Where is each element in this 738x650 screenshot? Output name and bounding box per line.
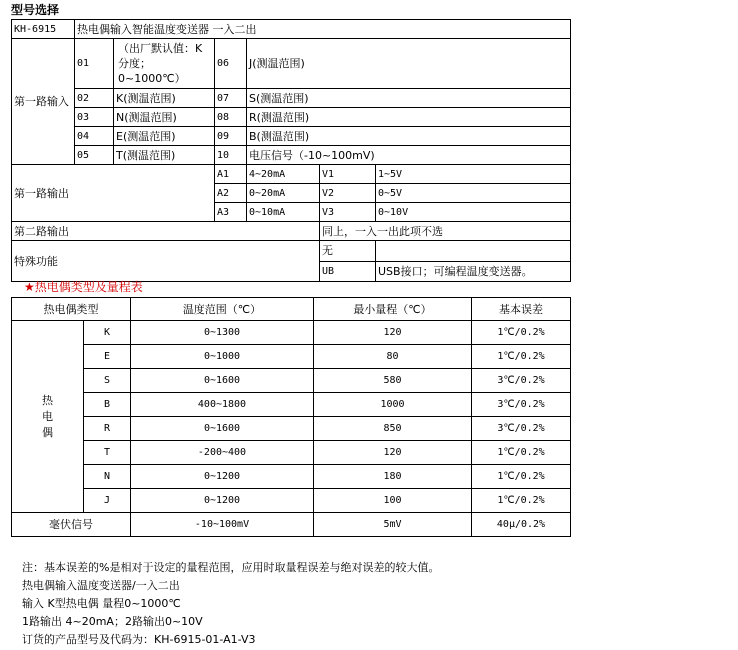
model-code: KH-6915: [12, 20, 75, 39]
tc-error: 3℃/0.2%: [472, 393, 571, 417]
table-row: [12, 513, 571, 537]
output-code: A1: [215, 165, 247, 184]
tc-error: 1℃/0.2%: [472, 465, 571, 489]
input-desc: K(测温范围): [114, 89, 215, 108]
output-desc: 0~5V: [376, 184, 571, 203]
input-desc: 电压信号（-10~100mV): [247, 146, 571, 165]
thermocouple-table-heading: ★热电偶类型及量程表: [24, 280, 143, 294]
input-desc: T(测温范围): [114, 146, 215, 165]
tc-type: R: [84, 417, 131, 441]
table-row: [12, 127, 571, 146]
thermocouple-group-label: 热 电 偶: [12, 321, 84, 513]
output-desc: 0~10mA: [247, 203, 320, 222]
input-code: 02: [75, 89, 114, 108]
tc-error: 1℃/0.2%: [472, 489, 571, 513]
input-code: 10: [215, 146, 247, 165]
output-desc: 4~20mA: [247, 165, 320, 184]
input-code: 01: [75, 39, 114, 89]
table-row: [12, 165, 571, 184]
table-header-row: [12, 298, 571, 321]
output-desc: 1~5V: [376, 165, 571, 184]
table-row: [12, 369, 571, 393]
header-error: 基本误差: [472, 298, 571, 321]
output-code: V2: [320, 184, 376, 203]
mv-error: 40μ/0.2%: [472, 513, 571, 537]
tc-range: 0~1200: [131, 465, 314, 489]
tc-type: K: [84, 321, 131, 345]
tc-type: B: [84, 393, 131, 417]
table-row: [12, 345, 571, 369]
note-line: 注：基本误差的%是相对于设定的量程范围，应用时取量程误差与绝对误差的较大值。: [22, 561, 440, 574]
input-code: 08: [215, 108, 247, 127]
tc-type: N: [84, 465, 131, 489]
input-code: 05: [75, 146, 114, 165]
tc-error: 3℃/0.2%: [472, 417, 571, 441]
output1-label: 第一路输出: [12, 165, 215, 222]
tc-min-span: 80: [314, 345, 472, 369]
tc-error: 3℃/0.2%: [472, 369, 571, 393]
input-desc: E(测温范围): [114, 127, 215, 146]
output-code: V3: [320, 203, 376, 222]
table-row: [12, 146, 571, 165]
model-selection-table: [11, 19, 571, 282]
tc-error: 1℃/0.2%: [472, 321, 571, 345]
input-desc: R(测温范围): [247, 108, 571, 127]
table-row: [12, 89, 571, 108]
mv-type: 毫伏信号: [12, 513, 131, 537]
table-row: [12, 489, 571, 513]
mv-min-span: 5mV: [314, 513, 472, 537]
tc-range: 0~1000: [131, 345, 314, 369]
special-label: 特殊功能: [12, 241, 320, 282]
special-desc: USB接口；可编程温度变送器。: [376, 261, 571, 282]
output-code: A3: [215, 203, 247, 222]
tc-min-span: 120: [314, 321, 472, 345]
header-type: 热电偶类型: [12, 298, 131, 321]
page-title: 型号选择: [11, 3, 60, 17]
tc-type: S: [84, 369, 131, 393]
note-line: 1路输出 4~20mA；2路输出0~10V: [22, 615, 203, 628]
header-min-span: 最小量程（℃）: [314, 298, 472, 321]
note-line: 输入 K型热电偶 量程0~1000℃: [22, 597, 181, 610]
tc-range: 400~1800: [131, 393, 314, 417]
tc-range: 0~1200: [131, 489, 314, 513]
input-code: 09: [215, 127, 247, 146]
input1-label: 第一路输入: [12, 39, 75, 165]
tc-error: 1℃/0.2%: [472, 345, 571, 369]
table-row: [12, 465, 571, 489]
input-code: 07: [215, 89, 247, 108]
thermocouple-range-table: [11, 297, 571, 537]
special-code: UB: [320, 261, 376, 282]
tc-type: E: [84, 345, 131, 369]
tc-min-span: 580: [314, 369, 472, 393]
table-row: [12, 393, 571, 417]
table-row: [12, 39, 571, 89]
input-desc: N(测温范围): [114, 108, 215, 127]
tc-min-span: 180: [314, 465, 472, 489]
input-code: 03: [75, 108, 114, 127]
notes-block: [22, 559, 439, 649]
table-row: [12, 417, 571, 441]
tc-min-span: 850: [314, 417, 472, 441]
tc-range: 0~1600: [131, 369, 314, 393]
input-desc: S(测温范围): [247, 89, 571, 108]
tc-min-span: 100: [314, 489, 472, 513]
product-description: 热电偶输入智能温度变送器 一入二出: [75, 20, 571, 39]
tc-range: 0~1600: [131, 417, 314, 441]
table-row: [12, 222, 571, 241]
note-line: 订货的产品型号及代码为：KH-6915-01-A1-V3: [22, 633, 256, 646]
tc-error: 1℃/0.2%: [472, 441, 571, 465]
special-desc: [376, 241, 571, 262]
special-code: 无: [320, 241, 376, 262]
tc-range: -200~400: [131, 441, 314, 465]
tc-min-span: 120: [314, 441, 472, 465]
tc-type: T: [84, 441, 131, 465]
header-range: 温度范围（℃）: [131, 298, 314, 321]
tc-range: 0~1300: [131, 321, 314, 345]
note-line: 热电偶输入温度变送器/一入二出: [22, 579, 180, 592]
output-desc: 0~10V: [376, 203, 571, 222]
input-desc: J(测温范围): [247, 39, 571, 89]
table-row: [12, 20, 571, 39]
output2-label: 第二路输出: [12, 222, 320, 241]
input-desc: B(测温范围): [247, 127, 571, 146]
input-code: 04: [75, 127, 114, 146]
output-desc: 0~20mA: [247, 184, 320, 203]
tc-type: J: [84, 489, 131, 513]
output-code: A2: [215, 184, 247, 203]
tc-min-span: 1000: [314, 393, 472, 417]
input-code: 06: [215, 39, 247, 89]
input-desc: （出厂默认值：K 分度；0~1000℃）: [114, 39, 215, 89]
table-row: [12, 108, 571, 127]
table-row: [12, 241, 571, 262]
table-row: [12, 321, 571, 345]
table-row: [12, 441, 571, 465]
output-code: V1: [320, 165, 376, 184]
output2-desc: 同上，一入一出此项不选: [320, 222, 571, 241]
mv-range: -10~100mV: [131, 513, 314, 537]
